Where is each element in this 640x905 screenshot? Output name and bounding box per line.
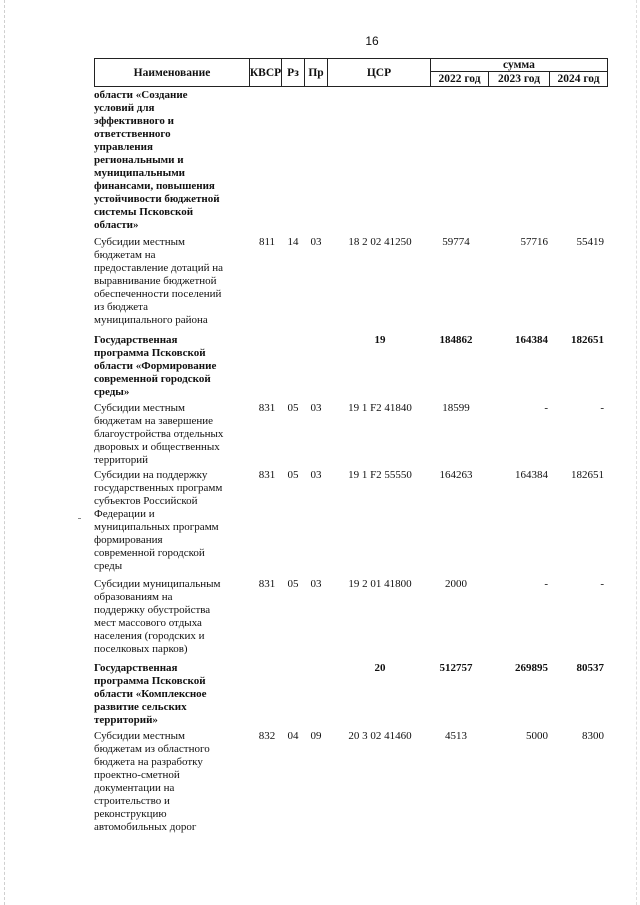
scan-mark bbox=[78, 518, 81, 519]
row-csr: 20 3 02 41460 bbox=[348, 730, 412, 742]
row-csr: 20 bbox=[374, 662, 386, 674]
row-2022: 184862 bbox=[439, 334, 473, 346]
row-rz: 05 bbox=[287, 469, 299, 481]
row-name: Государственная программа Псковской области «Комплексное развитие сельских территорий» bbox=[94, 662, 207, 726]
row-kvsr: 831 bbox=[258, 469, 276, 481]
row-csr: 19 2 01 41800 bbox=[348, 578, 412, 590]
row-2024: 55419 bbox=[576, 236, 604, 248]
row-rz: 05 bbox=[287, 578, 299, 590]
row-2024: - bbox=[600, 402, 604, 414]
row-2023: 164384 bbox=[515, 334, 548, 346]
row-2024: 182651 bbox=[571, 334, 604, 346]
header-year-2023: 2023 год bbox=[489, 72, 550, 86]
row-name: Государственная программа Псковской области «Формирование современной городской среды» bbox=[94, 334, 217, 398]
row-kvsr: 811 bbox=[258, 236, 276, 248]
row-pr: 03 bbox=[310, 236, 322, 248]
row-2024: 182651 bbox=[571, 469, 604, 481]
row-name: Субсидии местным бюджетам на завершение благоустройства отдельных дворовых и общественных территорий bbox=[94, 402, 224, 466]
page-number: 16 bbox=[365, 34, 379, 48]
row-csr: 19 bbox=[374, 334, 386, 346]
header-csr: ЦСР bbox=[328, 59, 431, 86]
row-pr: 03 bbox=[310, 469, 322, 481]
row-rz: 05 bbox=[287, 402, 299, 414]
row-kvsr: 832 bbox=[258, 730, 276, 742]
row-2022: 59774 bbox=[442, 236, 470, 248]
header-year-2022: 2022 год bbox=[431, 72, 489, 86]
page-edge-left bbox=[4, 0, 6, 905]
table-header bbox=[94, 58, 608, 87]
row-rz: 14 bbox=[287, 236, 299, 248]
row-name: области «Создание условий для эффективного и ответственного управления региональными и муниципальными финансами, повышения устойчивости бюджетной системы Псковской области» bbox=[94, 89, 220, 231]
row-csr: 19 1 F2 55550 bbox=[348, 469, 412, 481]
row-rz: 04 bbox=[287, 730, 299, 742]
row-2022: 164263 bbox=[439, 469, 473, 481]
row-2023: 5000 bbox=[526, 730, 548, 742]
row-2023: - bbox=[544, 402, 548, 414]
row-name: Субсидии муниципальным образованиям на поддержку обустройства мест массового отдыха населения (городских и поселковых парков) bbox=[94, 578, 221, 655]
row-2024: - bbox=[600, 578, 604, 590]
header-pr: Пр bbox=[305, 59, 328, 86]
row-2022: 18599 bbox=[442, 402, 470, 414]
row-name: Субсидии местным бюджетам на предоставление дотаций на выравнивание бюджетной обеспеченности поселений из бюджета муниципального района bbox=[94, 236, 223, 326]
row-kvsr: 831 bbox=[258, 402, 276, 414]
row-csr: 19 1 F2 41840 bbox=[348, 402, 412, 414]
row-name: Субсидии на поддержку государственных программ субъектов Российской Федерации и муниципальных программ формирования современной городской среды bbox=[94, 469, 223, 572]
row-pr: 03 bbox=[310, 402, 322, 414]
row-2022: 4513 bbox=[445, 730, 467, 742]
row-2023: - bbox=[544, 578, 548, 590]
row-name: Субсидии местным бюджетам из областного бюджета на разработку проектно-сметной документации на строительство и реконструкцию автомобильных дорог bbox=[94, 730, 210, 833]
row-pr: 03 bbox=[310, 578, 322, 590]
row-kvsr: 831 bbox=[258, 578, 276, 590]
row-2023: 57716 bbox=[520, 236, 548, 248]
header-year-2024: 2024 год bbox=[557, 73, 600, 85]
row-2022: 2000 bbox=[445, 578, 467, 590]
row-pr: 09 bbox=[310, 730, 322, 742]
page-edge-right bbox=[636, 0, 638, 905]
row-2022: 512757 bbox=[439, 662, 473, 674]
row-csr: 18 2 02 41250 bbox=[348, 236, 412, 248]
header-rz: Рз bbox=[282, 59, 305, 86]
row-2024: 8300 bbox=[582, 730, 604, 742]
header-sum: сумма bbox=[431, 59, 607, 72]
row-2023: 164384 bbox=[515, 469, 548, 481]
header-kvsr: КВСР bbox=[250, 59, 282, 86]
row-2024: 80537 bbox=[576, 662, 604, 674]
row-2023: 269895 bbox=[515, 662, 548, 674]
header-name: Наименование bbox=[95, 59, 250, 86]
